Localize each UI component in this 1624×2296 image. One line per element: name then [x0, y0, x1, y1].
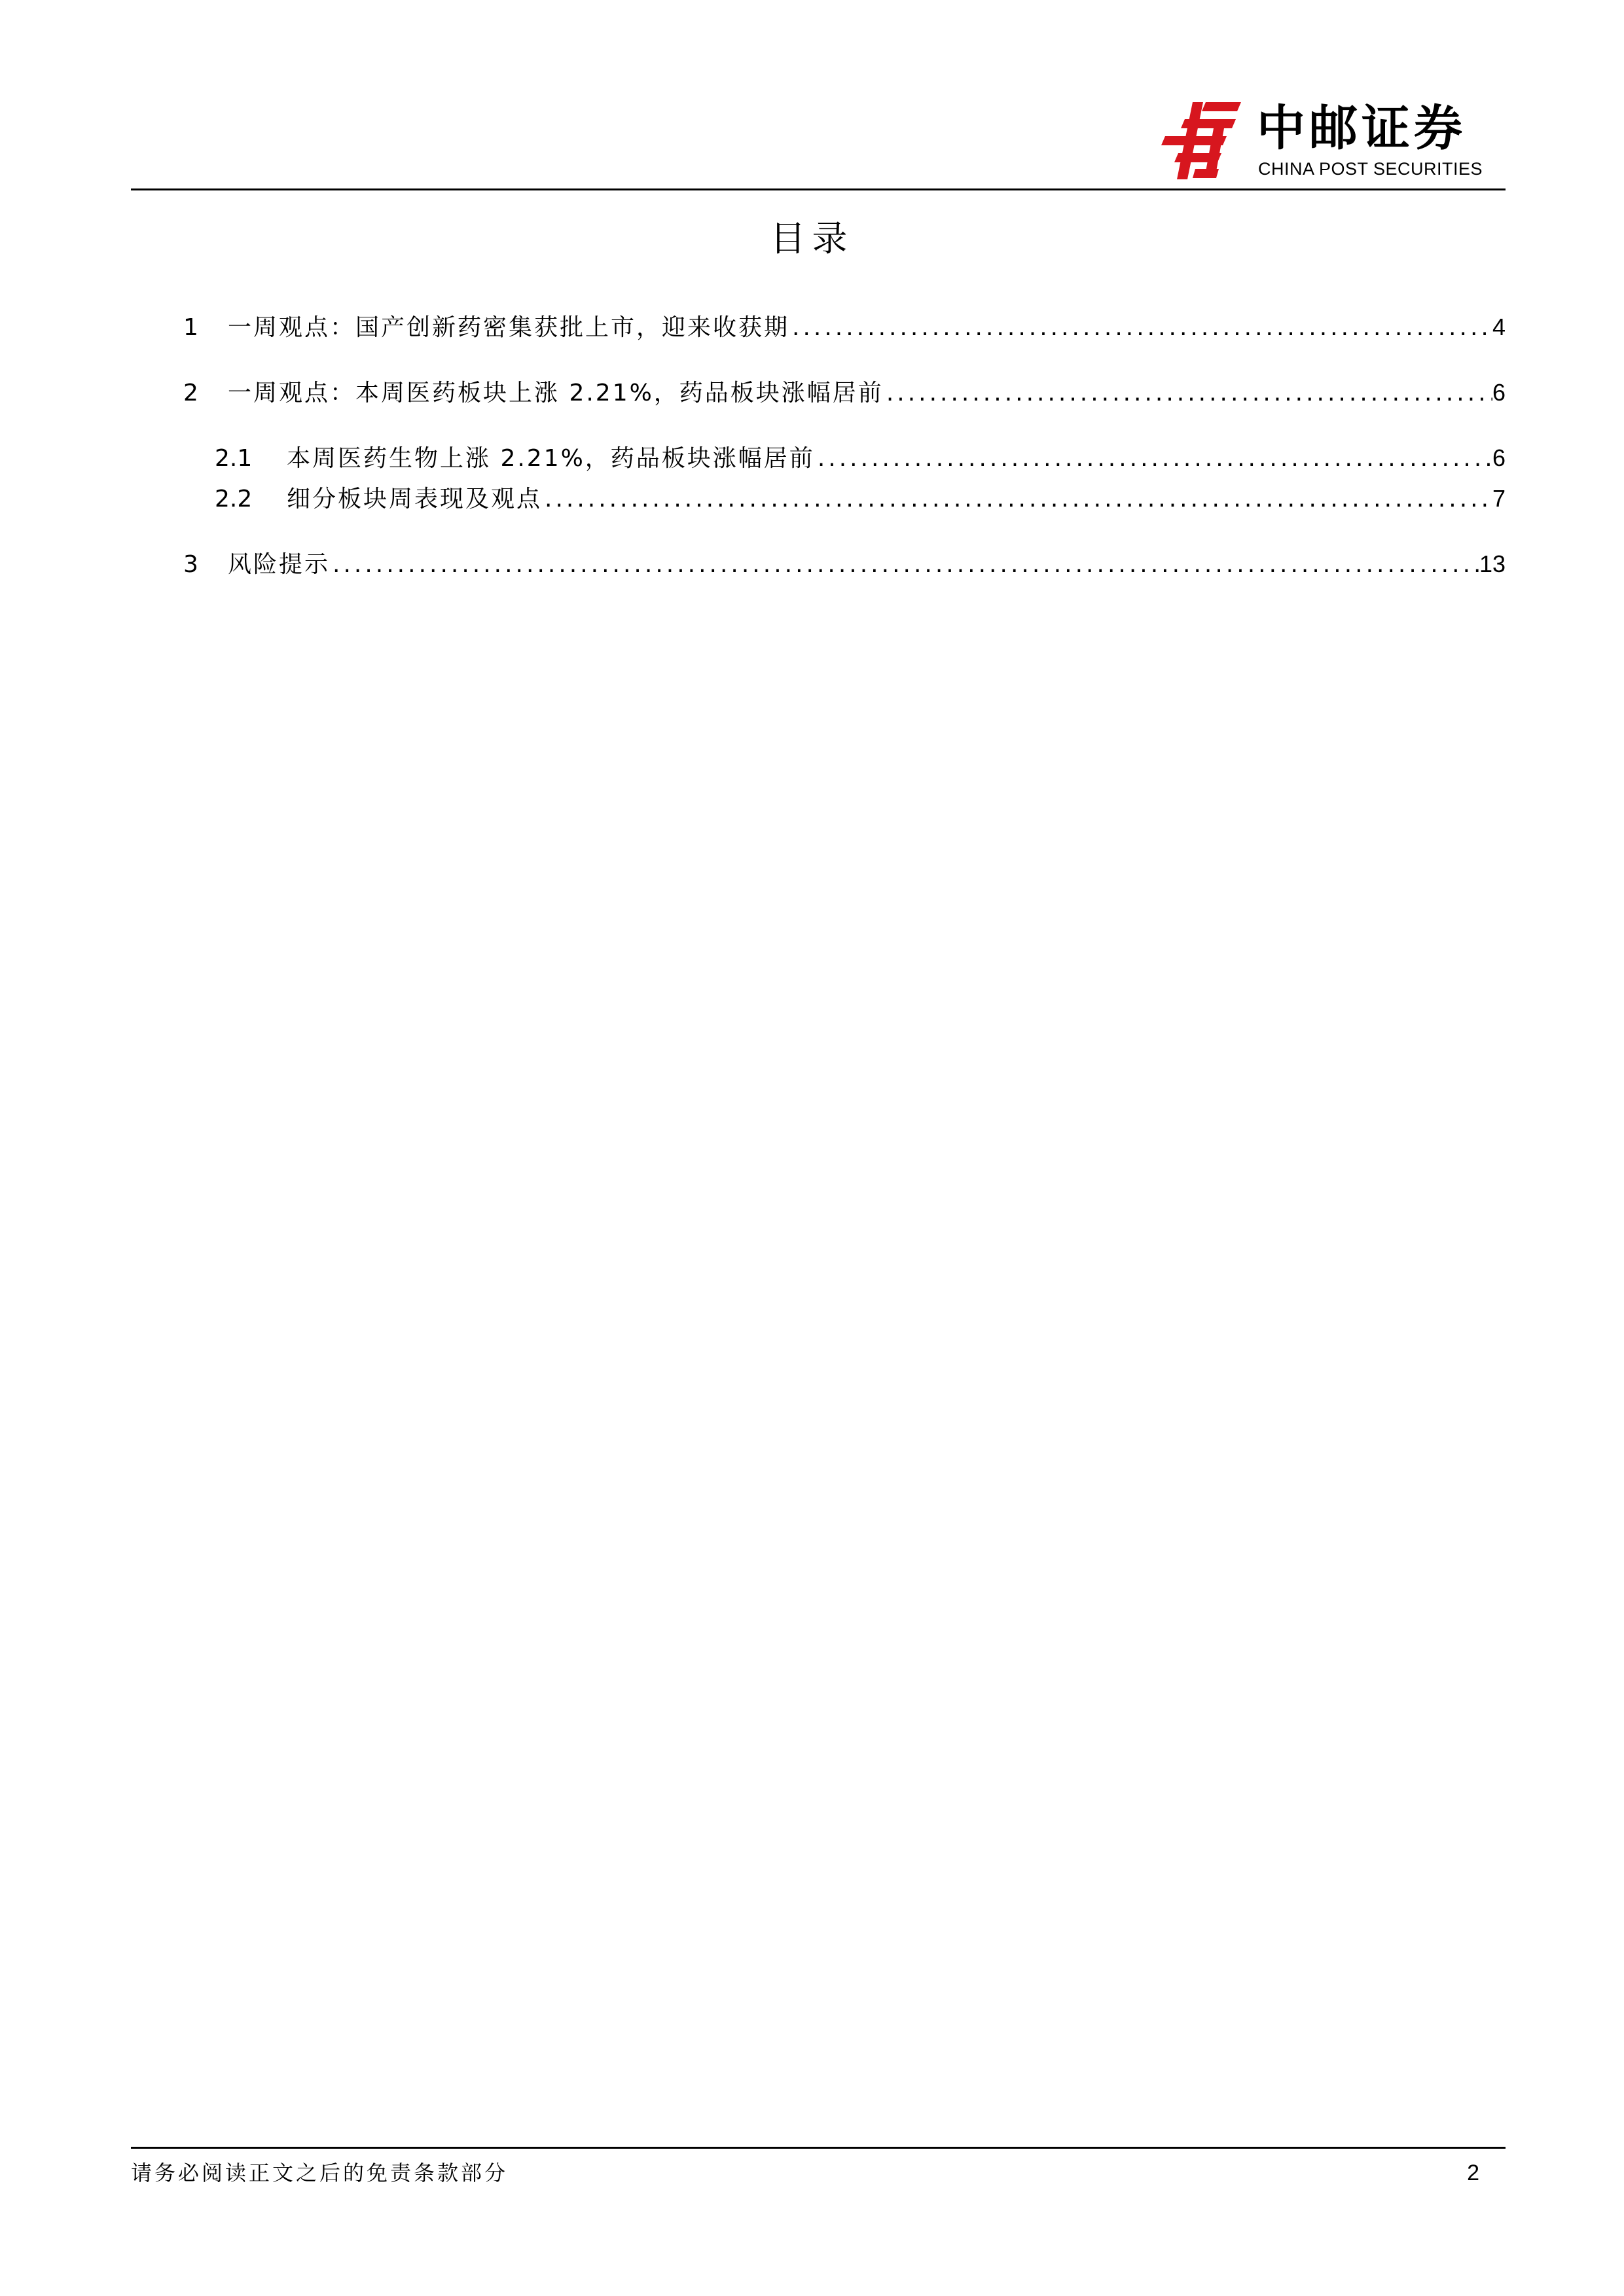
page-header	[131, 0, 1506, 190]
toc-dot-leader	[789, 308, 1492, 348]
toc-entry-page: 4	[1492, 314, 1506, 340]
toc-entry-3[interactable]	[183, 545, 1506, 584]
toc-dot-leader	[815, 439, 1492, 478]
logo-chinese-name: 中邮证券	[1257, 100, 1466, 156]
toc-entry-page: 7	[1492, 485, 1506, 512]
toc-entry-title: 一周观点：本周医药板块上涨 2.21%，药品板块涨幅居前	[228, 380, 884, 406]
toc-entry-title: 风险提示	[228, 551, 331, 578]
toc-entry-title: 本周医药生物上涨 2.21%，药品板块涨幅居前	[287, 445, 815, 472]
toc-dot-leader	[542, 480, 1492, 519]
toc-entry-page: 6	[1492, 444, 1506, 471]
toc-dot-leader	[330, 545, 1479, 584]
logo-english-name: CHINA POST SECURITIES	[1258, 159, 1483, 179]
toc-entry-number: 2.1	[215, 445, 253, 472]
toc-entry-title: 一周观点：国产创新药密集获批上市，迎来收获期	[228, 314, 790, 341]
company-logo	[1159, 98, 1506, 187]
footer-divider	[131, 2147, 1506, 2149]
header-divider	[131, 188, 1506, 190]
toc-entry-title: 细分板块周表现及观点	[287, 486, 543, 512]
toc-dot-leader	[884, 374, 1492, 413]
toc-entry-1[interactable]	[183, 308, 1506, 347]
toc-entry-2-2[interactable]	[215, 479, 1506, 518]
toc-entry-2[interactable]	[183, 373, 1506, 412]
toc-entry-number: 1	[183, 314, 198, 341]
footer-disclaimer: 请务必阅读正文之后的免责条款部分	[131, 2161, 509, 2185]
toc-entry-number: 2	[183, 380, 198, 406]
toc-entry-number: 3	[183, 551, 198, 578]
toc-entry-2-1[interactable]	[215, 439, 1506, 478]
china-post-logo-icon	[1159, 98, 1250, 183]
toc-entry-page: 13	[1479, 550, 1506, 577]
toc-title: 目录	[770, 218, 854, 259]
toc-entry-page: 6	[1492, 379, 1506, 406]
toc-entry-number: 2.2	[215, 486, 253, 512]
page-number: 2	[1467, 2161, 1479, 2185]
